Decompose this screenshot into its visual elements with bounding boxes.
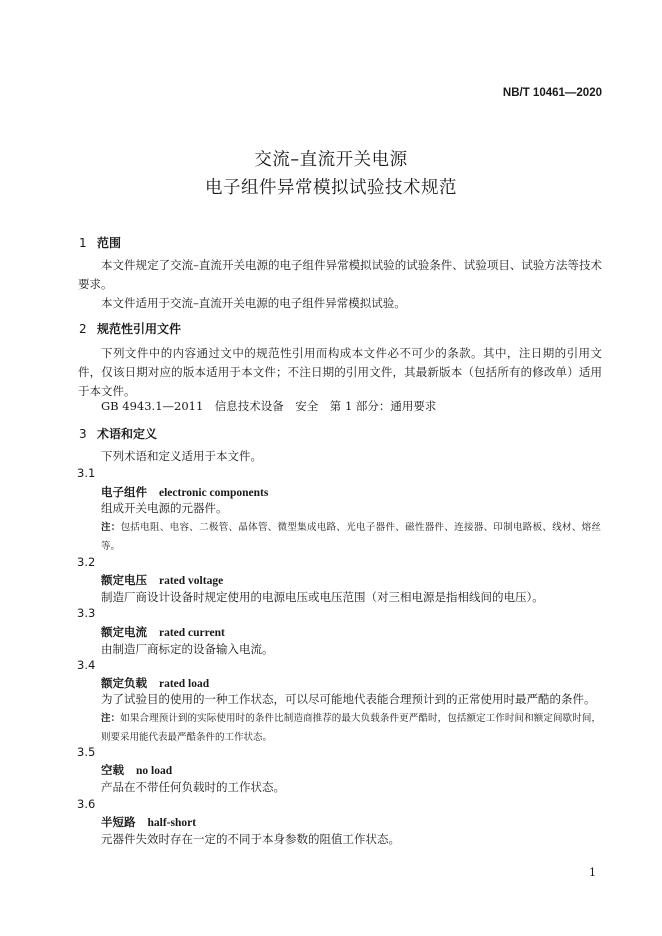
term-zh: 额定电压 bbox=[101, 573, 147, 587]
section-title: 术语和定义 bbox=[97, 427, 158, 441]
section-number: 1 bbox=[79, 236, 87, 250]
term-number: 3.1 bbox=[77, 466, 96, 480]
section-3-heading bbox=[79, 425, 157, 442]
term-en: rated load bbox=[159, 678, 210, 690]
note-label: 注： bbox=[101, 522, 121, 533]
term-heading bbox=[101, 814, 196, 830]
term-note bbox=[101, 709, 601, 747]
normative-reference-1: GB 4943.1—2011 信息技术设备 安全 第 1 部分：通用要求 bbox=[101, 399, 437, 413]
term-note bbox=[101, 518, 601, 556]
section-2-paragraph-1: 下列文件中的内容通过文中的规范性引用而构成本文件必不可少的条款。其中，注日期的引用文件，仅该日期对应的版本适用于本文件；不注日期的引用文件，其最新版本（包括所有的修改单）适用于本文件。 bbox=[78, 346, 602, 398]
document-title-line2: 电子组件异常模拟试验技术规范 bbox=[205, 178, 457, 198]
term-definition: 组成开关电源的元器件。 bbox=[101, 501, 228, 515]
term-zh: 电子组件 bbox=[101, 485, 147, 499]
term-definition: 制造厂商设计设备时规定使用的电源电压或电压范围（对三相电源是指相线间的电压）。 bbox=[101, 590, 544, 604]
term-en: rated current bbox=[159, 627, 225, 639]
term-definition: 产品在不带任何负载时的工作状态。 bbox=[101, 780, 285, 794]
section-title: 范围 bbox=[97, 236, 122, 250]
section-1-heading bbox=[79, 234, 121, 251]
term-zh: 额定负载 bbox=[101, 676, 147, 690]
term-definition: 为了试验目的使用的一种工作状态，可以尽可能地代表能合理预计到的正常使用时最严酷的条件。 bbox=[101, 692, 596, 706]
term-definition: 元器件失效时存在一定的不同于本身参数的阻值工作状态。 bbox=[101, 832, 400, 846]
term-zh: 半短路 bbox=[101, 815, 136, 829]
note-text: 如果合理预计到的实际使用时的条件比制造商推荐的最大负载条件更严酷时，包括额定工作时间和额定间歇时间，则要采用能代表最严酷条件的工作状态。 bbox=[101, 713, 601, 743]
term-number: 3.6 bbox=[77, 797, 96, 811]
term-zh: 空载 bbox=[101, 763, 124, 777]
page-number: 1 bbox=[589, 866, 596, 879]
term-zh: 额定电流 bbox=[101, 625, 147, 639]
term-definition: 由制造厂商标定的设备输入电流。 bbox=[101, 642, 274, 656]
section-2-heading bbox=[79, 320, 181, 337]
note-text: 包括电阻、电容、二极管、晶体管、微型集成电路、光电子器件、磁性器件、连接器、印制电路板、线材、熔丝等。 bbox=[101, 522, 601, 552]
term-en: rated voltage bbox=[159, 575, 224, 587]
term-heading bbox=[101, 484, 268, 500]
document-title-line1: 交流–直流开关电源 bbox=[254, 150, 408, 170]
term-number: 3.3 bbox=[77, 606, 96, 620]
note-label: 注： bbox=[101, 713, 121, 724]
section-number: 2 bbox=[79, 322, 87, 336]
section-1-paragraph-1: 本文件规定了交流–直流开关电源的电子组件异常模拟试验的试验条件、试验项目、试验方法等技术要求。 bbox=[78, 258, 602, 291]
standard-number: NB/T 10461—2020 bbox=[502, 87, 602, 99]
term-number: 3.2 bbox=[77, 555, 96, 569]
term-number: 3.5 bbox=[77, 745, 96, 759]
section-number: 3 bbox=[79, 427, 87, 441]
section-title: 规范性引用文件 bbox=[97, 322, 182, 336]
term-en: half-short bbox=[147, 817, 197, 829]
term-heading bbox=[101, 675, 209, 691]
section-3-intro: 下列术语和定义适用于本文件。 bbox=[101, 449, 262, 463]
term-heading bbox=[101, 572, 223, 588]
term-number: 3.4 bbox=[77, 658, 96, 672]
term-en: no load bbox=[136, 765, 173, 777]
term-heading bbox=[101, 624, 225, 640]
term-en: electronic components bbox=[159, 487, 269, 499]
term-heading bbox=[101, 762, 172, 778]
section-1-paragraph-2: 本文件适用于交流–直流开关电源的电子组件异常模拟试验。 bbox=[101, 296, 406, 310]
